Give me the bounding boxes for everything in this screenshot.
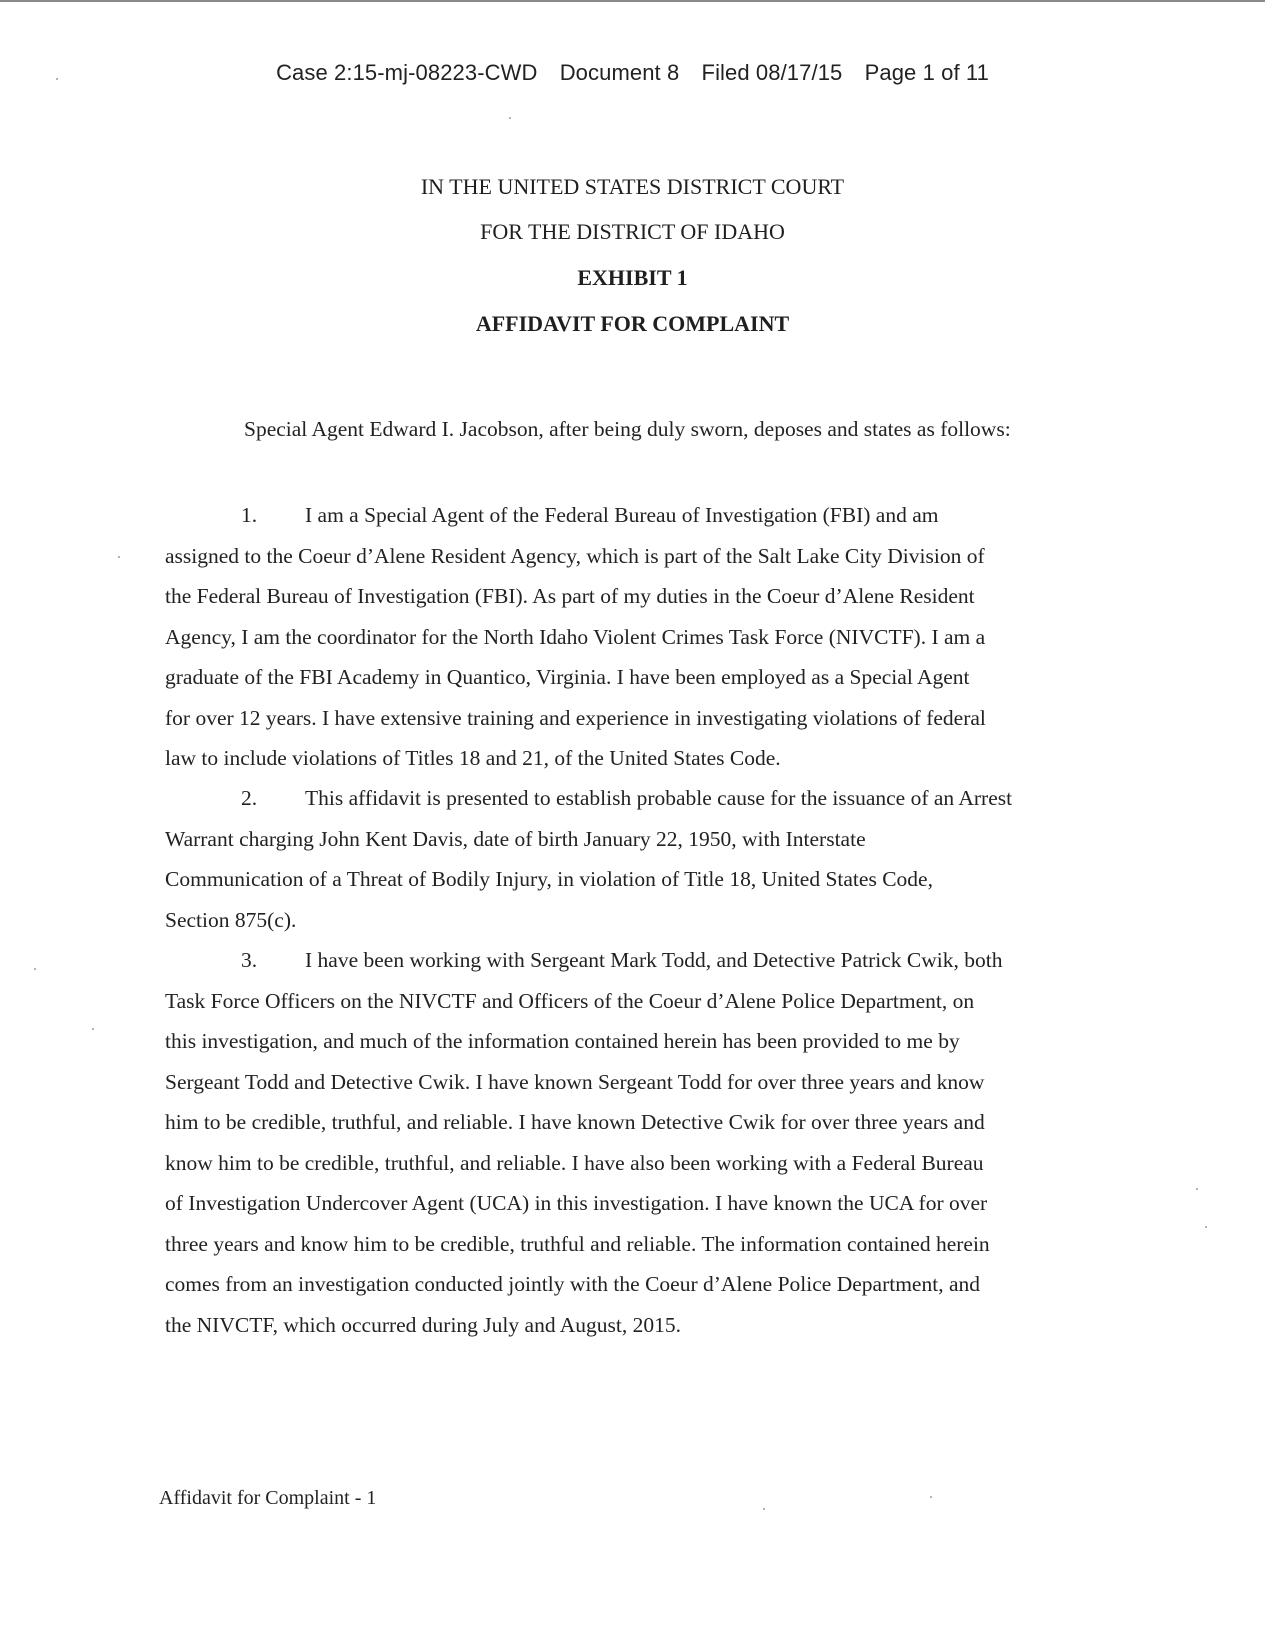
scan-speck <box>34 968 36 970</box>
paragraph-line: Communication of a Threat of Bodily Injury, in violation of Title 18, United States Code, <box>165 867 933 891</box>
court-name: IN THE UNITED STATES DISTRICT COURT <box>420 174 845 199</box>
paragraph-number: 1. <box>241 503 258 527</box>
scan-speck <box>92 1028 94 1030</box>
document-number: Document 8 <box>559 60 680 85</box>
paragraph-number: 2. <box>241 786 258 810</box>
paragraph-line: law to include violations of Titles 18 and 21, of the United States Code. <box>165 746 781 770</box>
paragraph-line <box>165 495 1085 536</box>
paragraph-text: I have been working with Sergeant Mark Todd, and Detective Patrick Cwik, both <box>305 948 1003 972</box>
paragraph-line <box>165 940 1085 981</box>
paragraph-line: for over 12 years. I have extensive training and experience in investigating violations of federal <box>165 705 986 730</box>
scan-speck <box>509 117 511 119</box>
scan-speck <box>763 1508 765 1510</box>
scan-edge-line <box>0 0 1265 2</box>
paragraph-text: This affidavit is presented to establish probable cause for the issuance of an Arrest <box>305 786 1013 810</box>
page-count: Page 1 of 11 <box>864 60 989 85</box>
paragraph-line: him to be credible, truthful, and reliable. I have known Detective Cwik for over three years and <box>165 1110 985 1134</box>
paragraph-line <box>165 778 1085 819</box>
paragraph-line: know him to be credible, truthful, and reliable. I have also been working with a Federal Bureau <box>165 1150 984 1175</box>
page-footer: Affidavit for Complaint - 1 <box>159 1487 377 1509</box>
filed-date: Filed 08/17/15 <box>701 60 843 85</box>
exhibit-label: EXHIBIT 1 <box>577 265 688 290</box>
paragraph-line: graduate of the FBI Academy in Quantico, Virginia. I have been employed as a Special Agent <box>165 665 970 689</box>
paragraph-line: Task Force Officers on the NIVCTF and Officers of the Coeur d’Alene Police Department, on <box>165 988 975 1013</box>
paragraph-line: the NIVCTF, which occurred during July and August, 2015. <box>165 1312 681 1337</box>
paragraph-line: Agency, I am the coordinator for the North Idaho Violent Crimes Task Force (NIVCTF). I am a <box>165 624 986 649</box>
district-name: FOR THE DISTRICT OF IDAHO <box>480 219 785 244</box>
scan-speck <box>56 78 58 80</box>
paragraph-line: this investigation, and much of the information contained herein has been provided to me by <box>165 1029 960 1053</box>
paragraph-line: Sergeant Todd and Detective Cwik. I have known Sergeant Todd for over three years and know <box>165 1069 985 1094</box>
paragraph-line: comes from an investigation conducted jointly with the Coeur d’Alene Police Department, and <box>165 1272 980 1296</box>
paragraph-1 <box>165 495 1085 779</box>
paragraph-number: 3. <box>241 948 258 972</box>
scan-speck <box>1196 1188 1198 1190</box>
paragraph-line: of Investigation Undercover Agent (UCA) in this investigation. I have known the UCA for over <box>165 1191 988 1215</box>
paragraph-line: the Federal Bureau of Investigation (FBI). As part of my duties in the Coeur d’Alene Resident <box>165 584 975 608</box>
paragraph-line: Section 875(c). <box>165 907 297 932</box>
paragraph-2 <box>165 778 1085 940</box>
intro-statement: Special Agent Edward I. Jacobson, after being duly sworn, deposes and states as follows: <box>244 417 1011 441</box>
paragraph-line: Warrant charging John Kent Davis, date of birth January 22, 1950, with Interstate <box>165 826 866 851</box>
paragraph-line: three years and know him to be credible, truthful and reliable. The information contained herein <box>165 1231 990 1256</box>
paragraph-3 <box>165 940 1085 1345</box>
scan-speck <box>118 556 120 558</box>
scan-speck <box>1205 1226 1207 1228</box>
paragraph-line: assigned to the Coeur d’Alene Resident Agency, which is part of the Salt Lake City Division of <box>165 543 985 568</box>
scan-speck <box>930 1496 932 1498</box>
case-number: Case 2:15-mj-08223-CWD <box>276 60 538 85</box>
paragraph-text: I am a Special Agent of the Federal Bureau of Investigation (FBI) and am <box>305 503 939 527</box>
ecf-file-stamp <box>0 60 1265 86</box>
document-title: AFFIDAVIT FOR COMPLAINT <box>475 311 790 336</box>
